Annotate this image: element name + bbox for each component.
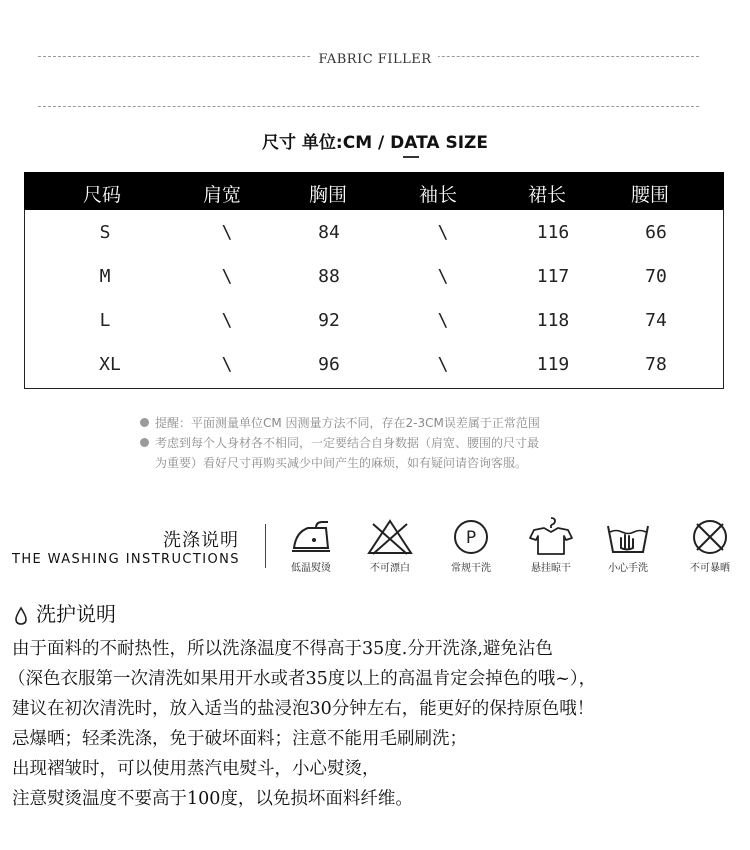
care-line: （深色衣服第一次清洗如果用开水或者35度以上的高温肯定会掉色的哦~）， <box>8 669 597 689</box>
cell-skirt-length: 118 <box>536 310 570 331</box>
hand-wash-icon <box>588 518 668 574</box>
header-skirt-length: 裙长 <box>527 184 566 206</box>
size-section-title: 尺寸 单位:CM / DATA SIZE <box>262 133 488 153</box>
care-line: 由于面料的不耐热性，所以洗涤温度不得高于35度.分开洗涤,避免沾色 <box>12 639 553 659</box>
cell-sleeve: \ <box>437 266 449 287</box>
washing-divider <box>265 524 266 568</box>
size-note-1 <box>140 414 540 431</box>
banner-title <box>0 48 750 67</box>
water-drop-icon <box>14 606 28 626</box>
dry-clean-p-icon <box>431 518 511 574</box>
cell-size: S <box>99 222 111 243</box>
care-section-header <box>14 598 116 627</box>
care-label: 不可漂白 <box>370 563 410 574</box>
size-note-3 <box>155 454 527 471</box>
cell-size: XL <box>99 354 121 375</box>
cell-shoulder: \ <box>221 266 233 287</box>
cell-sleeve: \ <box>437 222 449 243</box>
header-shoulder: 肩宽 <box>202 184 241 206</box>
header-waist: 腰围 <box>630 184 669 206</box>
cell-bust: 84 <box>318 222 340 243</box>
cell-skirt-length: 116 <box>536 222 570 243</box>
cell-shoulder: \ <box>221 354 233 375</box>
care-label: 不可暴晒 <box>690 563 730 574</box>
no-tumble-dry-icon <box>670 518 750 574</box>
iron-low-temp-icon <box>271 518 351 574</box>
cell-bust: 88 <box>318 266 340 287</box>
care-label: 小心手洗 <box>608 563 648 574</box>
hang-dry-icon <box>511 516 591 574</box>
cell-waist: 66 <box>645 222 667 243</box>
size-note-2 <box>140 434 539 451</box>
cell-size: L <box>99 310 111 331</box>
header-bust: 胸围 <box>308 184 347 206</box>
note-text: 考虑到每个人身材各不相同，一定要结合自身数据（肩宽、腰围的尺寸最 <box>155 436 540 450</box>
bottom-dashed-rule <box>38 106 699 107</box>
cell-bust: 96 <box>318 354 340 375</box>
cell-waist: 74 <box>645 310 667 331</box>
size-title-underline <box>403 156 419 158</box>
washing-title-en: THE WASHING INSTRUCTIONS <box>12 552 240 567</box>
cell-waist: 78 <box>645 354 667 375</box>
cell-skirt-length: 119 <box>536 354 570 375</box>
svg-text:P: P <box>465 528 477 548</box>
cell-size: M <box>99 266 111 287</box>
no-bleach-icon <box>350 518 430 574</box>
care-label: 常规干洗 <box>451 563 491 574</box>
note-text: 为重要）看好尺寸再购买减少中间产生的麻烦，如有疑问请咨询客服。 <box>155 456 528 470</box>
note-text: 提醒：平面测量单位CM 因测量方法不同，存在2-3CM误差属于正常范围 <box>155 416 540 430</box>
size-table-header <box>24 172 724 210</box>
bullet-icon <box>140 438 149 447</box>
cell-sleeve: \ <box>437 354 449 375</box>
care-line: 忌爆晒；轻柔洗涤，免于破坏面料；注意不能用毛刷刷洗； <box>12 729 467 749</box>
banner-title-text: FABRIC FILLER <box>312 52 437 67</box>
bullet-icon <box>140 418 149 427</box>
care-line: 注意熨烫温度不要高于100度，以免损坏面料纤维。 <box>12 789 413 809</box>
cell-waist: 70 <box>645 266 667 287</box>
cell-bust: 92 <box>318 310 340 331</box>
cell-shoulder: \ <box>221 222 233 243</box>
header-size: 尺码 <box>82 184 121 206</box>
care-line: 出现褶皱时，可以使用蒸汽电熨斗，小心熨烫， <box>12 759 380 779</box>
care-label: 低温熨烫 <box>291 563 331 574</box>
header-sleeve: 袖长 <box>418 184 457 206</box>
cell-sleeve: \ <box>437 310 449 331</box>
size-table-body <box>24 210 724 389</box>
care-line: 建议在初次清洗时，放入适当的盐浸泡30分钟左右，能更好的保持原色哦！ <box>12 699 595 719</box>
care-title: 洗护说明 <box>36 602 116 626</box>
cell-skirt-length: 117 <box>536 266 570 287</box>
care-label: 悬挂晾干 <box>531 563 571 574</box>
washing-title-cn: 洗涤说明 <box>163 530 239 551</box>
care-instructions <box>8 634 597 814</box>
cell-shoulder: \ <box>221 310 233 331</box>
